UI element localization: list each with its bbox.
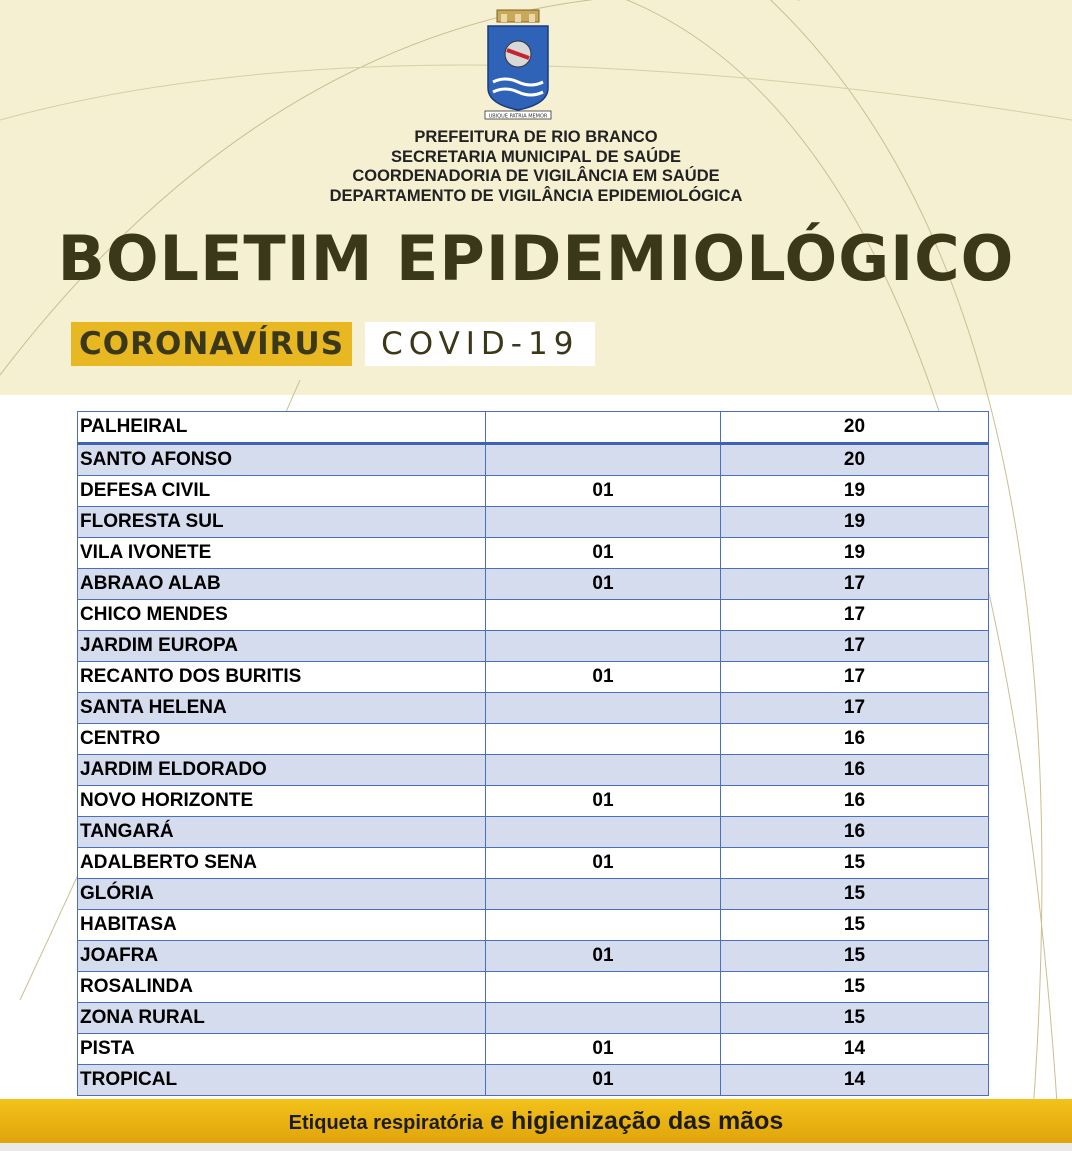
neighborhood-cell: PISTA xyxy=(78,1034,486,1065)
city-crest-emblem xyxy=(483,8,553,120)
neighborhood-cases-table xyxy=(77,411,989,1096)
table-row xyxy=(78,879,989,910)
neighborhood-cell: HABITASA xyxy=(78,910,486,941)
neighborhood-cell: ZONA RURAL xyxy=(78,1003,486,1034)
table-row xyxy=(78,972,989,1003)
neighborhood-cell: GLÓRIA xyxy=(78,879,486,910)
neighborhood-cell: TANGARÁ xyxy=(78,817,486,848)
value-cell-col2 xyxy=(486,507,721,538)
footer-banner xyxy=(0,1099,1072,1143)
value-cell-col2 xyxy=(486,817,721,848)
table-row xyxy=(78,693,989,724)
value-cell-col3: 15 xyxy=(721,972,989,1003)
value-cell-col2: 01 xyxy=(486,662,721,693)
neighborhood-cell: ABRAAO ALAB xyxy=(78,569,486,600)
value-cell-col3: 16 xyxy=(721,786,989,817)
value-cell-col3: 19 xyxy=(721,538,989,569)
value-cell-col2: 01 xyxy=(486,941,721,972)
value-cell-col2 xyxy=(486,910,721,941)
neighborhood-cell: RECANTO DOS BURITIS xyxy=(78,662,486,693)
bottom-strip xyxy=(0,1143,1072,1151)
neighborhood-cell: CENTRO xyxy=(78,724,486,755)
value-cell-col2: 01 xyxy=(486,848,721,879)
bulletin-title: BOLETIM EPIDEMIOLÓGICO xyxy=(57,222,1015,295)
value-cell-col3: 17 xyxy=(721,693,989,724)
table-row xyxy=(78,507,989,538)
organization-header xyxy=(0,128,1072,206)
neighborhood-cell: TROPICAL xyxy=(78,1065,486,1096)
footer-text-large: e higienização das mãos xyxy=(483,1107,784,1135)
neighborhood-cell: JOAFRA xyxy=(78,941,486,972)
value-cell-col2 xyxy=(486,1003,721,1034)
table-row xyxy=(78,600,989,631)
value-cell-col3: 15 xyxy=(721,879,989,910)
neighborhood-cell: CHICO MENDES xyxy=(78,600,486,631)
subtitle-coronavirus: CORONAVÍRUS xyxy=(71,322,352,366)
value-cell-col2: 01 xyxy=(486,786,721,817)
table-row xyxy=(78,476,989,507)
table-row xyxy=(78,631,989,662)
value-cell-col3: 17 xyxy=(721,631,989,662)
subtitle-banner xyxy=(71,322,595,366)
value-cell-col3: 17 xyxy=(721,569,989,600)
neighborhood-cell: JARDIM EUROPA xyxy=(78,631,486,662)
value-cell-col3: 19 xyxy=(721,507,989,538)
value-cell-col3: 15 xyxy=(721,1003,989,1034)
value-cell-col2 xyxy=(486,631,721,662)
value-cell-col2: 01 xyxy=(486,1034,721,1065)
value-cell-col2 xyxy=(486,444,721,476)
table-row xyxy=(78,412,989,444)
value-cell-col3: 16 xyxy=(721,817,989,848)
org-line-coordenadoria: COORDENADORIA DE VIGILÂNCIA EM SAÚDE xyxy=(352,167,720,185)
table-row xyxy=(78,662,989,693)
table-row xyxy=(78,786,989,817)
value-cell-col3: 19 xyxy=(721,476,989,507)
org-line-departamento: DEPARTAMENTO DE VIGILÂNCIA EPIDEMIOLÓGICA xyxy=(329,186,743,205)
org-line-secretaria: SECRETARIA MUNICIPAL DE SAÚDE xyxy=(391,147,681,166)
neighborhood-cell: ROSALINDA xyxy=(78,972,486,1003)
table-row xyxy=(78,848,989,879)
value-cell-col2 xyxy=(486,412,721,444)
neighborhood-cell: SANTA HELENA xyxy=(78,693,486,724)
value-cell-col3: 20 xyxy=(721,444,989,476)
value-cell-col3: 15 xyxy=(721,848,989,879)
table-row xyxy=(78,817,989,848)
neighborhood-cell: VILA IVONETE xyxy=(78,538,486,569)
svg-text:UBIQUE PATRIA MEMOR: UBIQUE PATRIA MEMOR xyxy=(488,113,548,120)
table-row xyxy=(78,1034,989,1065)
footer-text-small: Etiqueta respiratória xyxy=(288,1112,484,1134)
value-cell-col3: 17 xyxy=(721,600,989,631)
table-row xyxy=(78,724,989,755)
table-row xyxy=(78,538,989,569)
table-row xyxy=(78,941,989,972)
neighborhood-cell: ADALBERTO SENA xyxy=(78,848,486,879)
value-cell-col2: 01 xyxy=(486,1065,721,1096)
value-cell-col2 xyxy=(486,879,721,910)
value-cell-col2 xyxy=(486,693,721,724)
subtitle-covid: COVID-19 xyxy=(365,322,595,366)
value-cell-col2 xyxy=(486,972,721,1003)
org-line-prefeitura: PREFEITURA DE RIO BRANCO xyxy=(414,128,658,146)
neighborhood-cell: FLORESTA SUL xyxy=(78,507,486,538)
value-cell-col3: 17 xyxy=(721,662,989,693)
value-cell-col2 xyxy=(486,600,721,631)
table-row xyxy=(78,569,989,600)
value-cell-col3: 16 xyxy=(721,755,989,786)
value-cell-col2: 01 xyxy=(486,538,721,569)
table-row xyxy=(78,1003,989,1034)
value-cell-col3: 16 xyxy=(721,724,989,755)
neighborhood-cell: JARDIM ELDORADO xyxy=(78,755,486,786)
value-cell-col2 xyxy=(486,724,721,755)
table-row xyxy=(78,910,989,941)
value-cell-col2: 01 xyxy=(486,476,721,507)
value-cell-col3: 20 xyxy=(721,412,989,444)
value-cell-col2 xyxy=(486,755,721,786)
value-cell-col3: 14 xyxy=(721,1065,989,1096)
neighborhood-cell: DEFESA CIVIL xyxy=(78,476,486,507)
neighborhood-cell: NOVO HORIZONTE xyxy=(78,786,486,817)
table-row xyxy=(78,444,989,476)
value-cell-col3: 14 xyxy=(721,1034,989,1065)
neighborhood-cell: PALHEIRAL xyxy=(78,412,486,444)
value-cell-col3: 15 xyxy=(721,941,989,972)
table-row xyxy=(78,1065,989,1096)
value-cell-col3: 15 xyxy=(721,910,989,941)
neighborhood-cell: SANTO AFONSO xyxy=(78,444,486,476)
table-row xyxy=(78,755,989,786)
value-cell-col2: 01 xyxy=(486,569,721,600)
